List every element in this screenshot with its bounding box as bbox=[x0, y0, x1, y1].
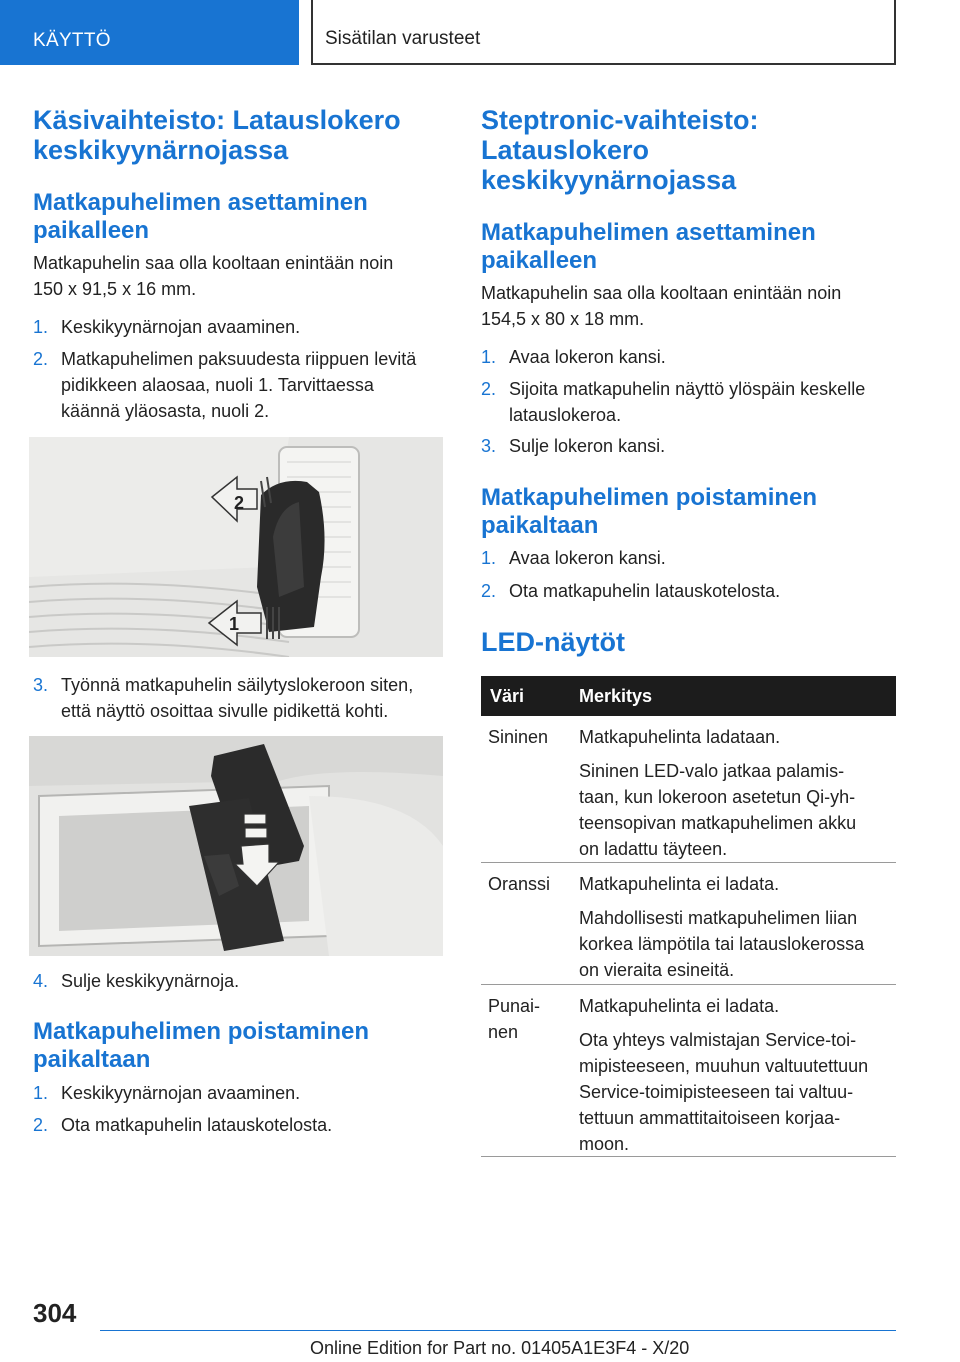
table-cell-meaning: Matkapuhelinta ei ladata. Mahdollisesti matkapuhelimen liian korkea lämpötila tai latauslokerossa on vieraita esineitä. bbox=[579, 874, 865, 980]
right-insert-heading: Matkapuhelimen asettaminen paikalleen bbox=[481, 219, 816, 274]
right-insert-intro: Matkapuhelin saa olla kooltaan enintään noin 154,5 x 80 x 18 mm. bbox=[481, 283, 842, 329]
table-cell-meaning: Matkapuhelinta ladataan. Sininen LED-valo jatkaa palamis- taan, kun lokeroon asetetun Qi-yh- teensopivan matkapuhelimen akku on ladattu täyteen. bbox=[579, 727, 857, 859]
phone-holder-figure bbox=[29, 437, 443, 657]
table-row-divider bbox=[481, 862, 896, 863]
footer-divider bbox=[100, 1330, 896, 1331]
table-row-divider bbox=[481, 1156, 896, 1157]
left-remove-heading: Matkapuhelimen poistaminen paikaltaan bbox=[33, 1018, 370, 1073]
left-insert-heading: Matkapuhelimen asettaminen paikalleen bbox=[33, 189, 368, 244]
phone-compartment-figure bbox=[29, 736, 443, 956]
led-heading: LED-näytöt bbox=[481, 627, 625, 657]
table-cell-color: Punai- nen bbox=[488, 996, 541, 1042]
left-insert-intro: Matkapuhelin saa olla kooltaan enintään noin 150 x 91,5 x 16 mm. bbox=[33, 253, 394, 299]
right-title: Steptronic-vaihteisto: Latauslokero keskikyynärnojassa bbox=[481, 105, 759, 195]
phone-holder-illustration bbox=[29, 437, 443, 657]
left-title: Käsivaihteisto: Latauslokero keskikyynärnojassa bbox=[33, 105, 401, 165]
table-row-divider bbox=[481, 984, 896, 985]
table-cell-color: Sininen bbox=[488, 727, 549, 747]
table-cell-color: Oranssi bbox=[488, 874, 551, 894]
edition-note: Online Edition for Part no. 01405A1E3F4 - X/20 bbox=[310, 1338, 690, 1358]
page-number: 304 bbox=[33, 1298, 77, 1328]
phone-compartment-illustration bbox=[29, 736, 443, 956]
column-header-meaning: Merkitys bbox=[579, 686, 653, 706]
arrow-label-1: 1 bbox=[229, 614, 240, 634]
right-remove-heading: Matkapuhelimen poistaminen paikaltaan bbox=[481, 484, 818, 539]
chapter-title: Sisätilan varusteet bbox=[325, 28, 481, 49]
arrow-label-2: 2 bbox=[234, 493, 245, 513]
column-header-color: Väri bbox=[490, 686, 525, 706]
table-header bbox=[481, 676, 896, 716]
table-cell-meaning: Matkapuhelinta ei ladata. Ota yhteys valmistajan Service-toi- mipisteeseen, muuhun valtuutettuun Service-toimipisteeseen tai valtuu- tettuun ammattitaitoiseen korjaa- moon. bbox=[579, 996, 869, 1154]
section-tab: KÄYTTÖ bbox=[0, 0, 299, 65]
